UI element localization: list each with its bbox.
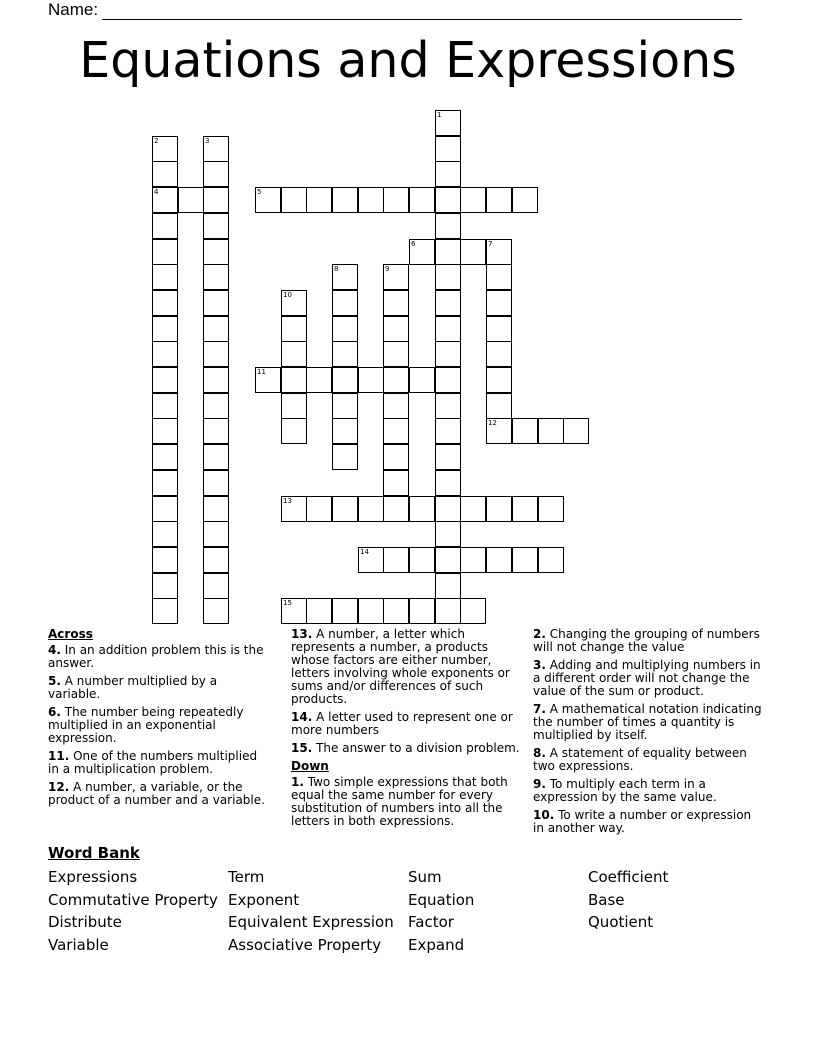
word-bank-item: Sum xyxy=(408,868,442,886)
clue-text: To multiply each term in a expression by the same value. xyxy=(533,777,717,804)
grid-cell[interactable] xyxy=(152,418,178,444)
grid-cell[interactable] xyxy=(281,341,307,367)
clue-number: 11. xyxy=(48,749,70,763)
across-clue xyxy=(48,644,270,670)
grid-cell[interactable] xyxy=(538,418,564,444)
word-bank-item: Base xyxy=(588,891,625,909)
word-bank-item: Variable xyxy=(48,936,109,954)
across-clue xyxy=(291,742,523,755)
down-clue xyxy=(533,747,765,773)
grid-cell[interactable] xyxy=(152,573,178,599)
clue-number: 15. xyxy=(291,741,313,755)
grid-cell[interactable] xyxy=(512,496,538,522)
word-bank-item: Term xyxy=(228,868,265,886)
grid-cell[interactable] xyxy=(332,393,358,419)
grid-cell[interactable] xyxy=(383,496,409,522)
word-bank-item: Commutative Property xyxy=(48,891,218,909)
clue-text: To write a number or expression in another way. xyxy=(533,808,752,835)
grid-cell[interactable] xyxy=(460,496,486,522)
grid-cell[interactable] xyxy=(409,547,435,573)
grid-cell[interactable] xyxy=(203,367,229,393)
across-clue xyxy=(48,750,270,776)
grid-cell[interactable] xyxy=(152,444,178,470)
grid-cell[interactable] xyxy=(152,496,178,522)
grid-cell[interactable] xyxy=(332,187,358,213)
grid-cell[interactable] xyxy=(435,341,461,367)
grid-cell[interactable] xyxy=(435,264,461,290)
across-clues-a xyxy=(48,644,270,807)
clue-number-label: 9 xyxy=(385,265,390,273)
word-bank-item: Equivalent Expression xyxy=(228,913,394,931)
grid-cell[interactable] xyxy=(281,418,307,444)
grid-cell[interactable] xyxy=(203,264,229,290)
grid-cell[interactable] xyxy=(152,316,178,342)
grid-cell[interactable] xyxy=(383,547,409,573)
clue-text: Two simple expressions that both equal the same number for every substitution of numbers into all the letters in both expressions. xyxy=(291,775,508,828)
grid-cell[interactable] xyxy=(435,547,461,573)
grid-cell[interactable] xyxy=(358,187,384,213)
clue-number-label: 1 xyxy=(437,111,442,119)
page-title: Equations and Expressions xyxy=(79,32,737,89)
grid-cell[interactable] xyxy=(435,213,461,239)
across-clues-b xyxy=(291,628,523,755)
down-clues-b xyxy=(533,628,765,835)
clue-number: 3. xyxy=(533,658,546,672)
word-bank-item: Factor xyxy=(408,913,454,931)
clue-text: In an addition problem this is the answer. xyxy=(48,643,264,670)
grid-cell[interactable] xyxy=(358,547,384,573)
grid-cell[interactable] xyxy=(460,239,486,265)
grid-cell[interactable] xyxy=(563,418,589,444)
grid-cell[interactable] xyxy=(203,444,229,470)
grid-cell[interactable] xyxy=(409,239,435,265)
grid-cell[interactable] xyxy=(435,598,461,624)
grid-cell[interactable] xyxy=(383,470,409,496)
grid-cell[interactable] xyxy=(486,239,512,265)
grid-cell[interactable] xyxy=(152,393,178,419)
grid-cell[interactable] xyxy=(383,264,409,290)
clue-number: 4. xyxy=(48,643,61,657)
clue-number: 7. xyxy=(533,702,546,716)
grid-cell[interactable] xyxy=(281,393,307,419)
clue-text: A letter used to represent one or more numbers xyxy=(291,710,513,737)
grid-cell[interactable] xyxy=(435,573,461,599)
grid-cell[interactable] xyxy=(255,367,281,393)
grid-cell[interactable] xyxy=(306,496,332,522)
grid-cell[interactable] xyxy=(203,161,229,187)
grid-cell[interactable] xyxy=(203,187,229,213)
word-bank-item: Coefficient xyxy=(588,868,669,886)
grid-cell[interactable] xyxy=(486,187,512,213)
grid-cell[interactable] xyxy=(383,316,409,342)
grid-cell[interactable] xyxy=(409,367,435,393)
across-heading: Across xyxy=(48,627,93,641)
grid-cell[interactable] xyxy=(152,598,178,624)
grid-cell[interactable] xyxy=(383,444,409,470)
clue-number-label: 7 xyxy=(488,240,493,248)
clue-number: 10. xyxy=(533,808,555,822)
grid-cell[interactable] xyxy=(383,187,409,213)
grid-cell[interactable] xyxy=(332,418,358,444)
clue-text: A number, a letter which represents a number, a products whose factors are either number, letters involving whole exponents or sums and/or differences of such products. xyxy=(291,627,510,706)
clue-number-label: 14 xyxy=(360,548,369,556)
across-clue xyxy=(291,628,523,706)
grid-cell[interactable] xyxy=(203,393,229,419)
word-bank-item: Associative Property xyxy=(228,936,382,954)
clue-number-label: 12 xyxy=(488,419,497,427)
grid-cell[interactable] xyxy=(281,367,307,393)
grid-cell[interactable] xyxy=(435,187,461,213)
grid-cell[interactable] xyxy=(460,187,486,213)
grid-cell[interactable] xyxy=(383,598,409,624)
down-clue xyxy=(533,809,765,835)
grid-cell[interactable] xyxy=(332,341,358,367)
grid-cell[interactable] xyxy=(486,367,512,393)
grid-cell[interactable] xyxy=(152,367,178,393)
clue-text: A number, a variable, or the product of a number and a variable. xyxy=(48,780,265,807)
grid-cell[interactable] xyxy=(486,547,512,573)
grid-cell[interactable] xyxy=(332,290,358,316)
word-bank-item: Quotient xyxy=(588,913,654,931)
grid-cell[interactable] xyxy=(512,187,538,213)
clue-text: The answer to a division problem. xyxy=(312,741,520,755)
clue-text: A statement of equality between two expressions. xyxy=(533,746,747,773)
grid-cell[interactable] xyxy=(203,598,229,624)
grid-cell[interactable] xyxy=(512,418,538,444)
grid-cell[interactable] xyxy=(203,470,229,496)
grid-cell[interactable] xyxy=(358,598,384,624)
grid-cell[interactable] xyxy=(435,239,461,265)
grid-cell[interactable] xyxy=(152,187,178,213)
down-clue xyxy=(533,659,765,698)
grid-cell[interactable] xyxy=(332,598,358,624)
grid-cell[interactable] xyxy=(306,598,332,624)
grid-cell[interactable] xyxy=(203,290,229,316)
grid-cell[interactable] xyxy=(409,187,435,213)
grid-cell[interactable] xyxy=(435,470,461,496)
name-label: Name: xyxy=(48,0,99,19)
clue-text: Adding and multiplying numbers in a different order will not change the value of the sum or product. xyxy=(533,658,761,698)
grid-cell[interactable] xyxy=(460,547,486,573)
word-bank-item: Expressions xyxy=(48,868,138,886)
grid-cell[interactable] xyxy=(152,239,178,265)
grid-cell[interactable] xyxy=(383,341,409,367)
clue-text: One of the numbers multiplied in a multiplication problem. xyxy=(48,749,258,776)
grid-cell[interactable] xyxy=(358,496,384,522)
grid-cell[interactable] xyxy=(435,444,461,470)
grid-cell[interactable] xyxy=(435,521,461,547)
grid-cell[interactable] xyxy=(281,598,307,624)
grid-cell[interactable] xyxy=(152,264,178,290)
down-clue xyxy=(533,703,765,742)
grid-cell[interactable] xyxy=(435,418,461,444)
grid-cell[interactable] xyxy=(435,367,461,393)
grid-cell[interactable] xyxy=(203,136,229,162)
across-clue xyxy=(48,675,270,701)
grid-cell[interactable] xyxy=(152,213,178,239)
clue-number: 12. xyxy=(48,780,70,794)
clue-number-label: 13 xyxy=(283,497,292,505)
grid-cell[interactable] xyxy=(152,290,178,316)
grid-cell[interactable] xyxy=(203,418,229,444)
word-bank-item: Equation xyxy=(408,891,475,909)
grid-cell[interactable] xyxy=(538,547,564,573)
grid-cell[interactable] xyxy=(203,239,229,265)
grid-cell[interactable] xyxy=(203,316,229,342)
grid-cell[interactable] xyxy=(255,187,281,213)
word-bank-item: Exponent xyxy=(228,891,300,909)
across-clue xyxy=(291,711,523,737)
across-clue xyxy=(48,781,270,807)
down-clue xyxy=(533,628,765,654)
grid-cell[interactable] xyxy=(435,136,461,162)
grid-cell[interactable] xyxy=(178,187,204,213)
clue-number-label: 4 xyxy=(154,188,159,196)
clue-number-label: 6 xyxy=(411,240,416,248)
clue-number: 13. xyxy=(291,627,313,641)
grid-cell[interactable] xyxy=(281,316,307,342)
clue-text: A number multiplied by a variable. xyxy=(48,674,218,701)
down-heading: Down xyxy=(291,759,329,773)
clue-number: 1. xyxy=(291,775,304,789)
clue-number-label: 15 xyxy=(283,599,292,607)
word-bank-item: Distribute xyxy=(48,913,122,931)
down-clue xyxy=(291,776,523,828)
grid-cell[interactable] xyxy=(152,547,178,573)
grid-cell[interactable] xyxy=(332,496,358,522)
clue-number-label: 2 xyxy=(154,137,159,145)
grid-cell[interactable] xyxy=(460,598,486,624)
clue-number: 9. xyxy=(533,777,546,791)
across-clue xyxy=(48,706,270,745)
clue-number-label: 5 xyxy=(257,188,262,196)
grid-cell[interactable] xyxy=(332,316,358,342)
grid-cell[interactable] xyxy=(152,470,178,496)
grid-cell[interactable] xyxy=(409,496,435,522)
grid-cell[interactable] xyxy=(486,341,512,367)
clue-text: A mathematical notation indicating the number of times a quantity is multiplied by itself. xyxy=(533,702,762,742)
clue-text: The number being repeatedly multiplied in an exponential expression. xyxy=(48,705,244,745)
grid-cell[interactable] xyxy=(486,418,512,444)
down-clues-a xyxy=(291,776,523,828)
grid-cell[interactable] xyxy=(486,393,512,419)
grid-cell[interactable] xyxy=(152,161,178,187)
grid-cell[interactable] xyxy=(152,341,178,367)
clue-number: 8. xyxy=(533,746,546,760)
down-clue xyxy=(533,778,765,804)
grid-cell[interactable] xyxy=(486,316,512,342)
grid-cell[interactable] xyxy=(281,290,307,316)
grid-cell[interactable] xyxy=(435,110,461,136)
clue-number: 6. xyxy=(48,705,61,719)
grid-cell[interactable] xyxy=(203,521,229,547)
clue-number-label: 11 xyxy=(257,368,266,376)
grid-cell[interactable] xyxy=(152,136,178,162)
grid-cell[interactable] xyxy=(281,496,307,522)
grid-cell[interactable] xyxy=(409,598,435,624)
grid-cell[interactable] xyxy=(486,264,512,290)
grid-cell[interactable] xyxy=(203,341,229,367)
grid-cell[interactable] xyxy=(306,187,332,213)
clue-number-label: 10 xyxy=(283,291,292,299)
grid-cell[interactable] xyxy=(281,187,307,213)
grid-cell[interactable] xyxy=(512,547,538,573)
grid-cell[interactable] xyxy=(332,444,358,470)
grid-cell[interactable] xyxy=(383,418,409,444)
grid-cell[interactable] xyxy=(203,213,229,239)
grid-cell[interactable] xyxy=(383,290,409,316)
grid-cell[interactable] xyxy=(435,393,461,419)
clue-number: 2. xyxy=(533,627,546,641)
grid-cell[interactable] xyxy=(383,367,409,393)
clue-number: 14. xyxy=(291,710,313,724)
clue-number-label: 3 xyxy=(205,137,210,145)
grid-cell[interactable] xyxy=(435,161,461,187)
clue-number-label: 8 xyxy=(334,265,339,273)
word-bank-heading: Word Bank xyxy=(48,844,140,862)
clues-column-3 xyxy=(533,628,765,840)
grid-cell[interactable] xyxy=(486,496,512,522)
clue-number: 5. xyxy=(48,674,61,688)
grid-cell[interactable] xyxy=(332,264,358,290)
clues-column-1 xyxy=(48,628,270,812)
grid-cell[interactable] xyxy=(435,496,461,522)
grid-cell[interactable] xyxy=(203,496,229,522)
grid-cell[interactable] xyxy=(152,521,178,547)
grid-cell[interactable] xyxy=(435,316,461,342)
grid-cell[interactable] xyxy=(538,496,564,522)
grid-cell[interactable] xyxy=(435,290,461,316)
grid-cell[interactable] xyxy=(486,290,512,316)
grid-cell[interactable] xyxy=(306,367,332,393)
grid-cell[interactable] xyxy=(203,547,229,573)
word-bank-item: Expand xyxy=(408,936,465,954)
grid-cell[interactable] xyxy=(203,573,229,599)
grid-cell[interactable] xyxy=(358,367,384,393)
grid-cell[interactable] xyxy=(332,367,358,393)
grid-cell[interactable] xyxy=(383,393,409,419)
clue-text: Changing the grouping of numbers will not change the value xyxy=(533,627,760,654)
clues-column-2 xyxy=(291,628,523,833)
